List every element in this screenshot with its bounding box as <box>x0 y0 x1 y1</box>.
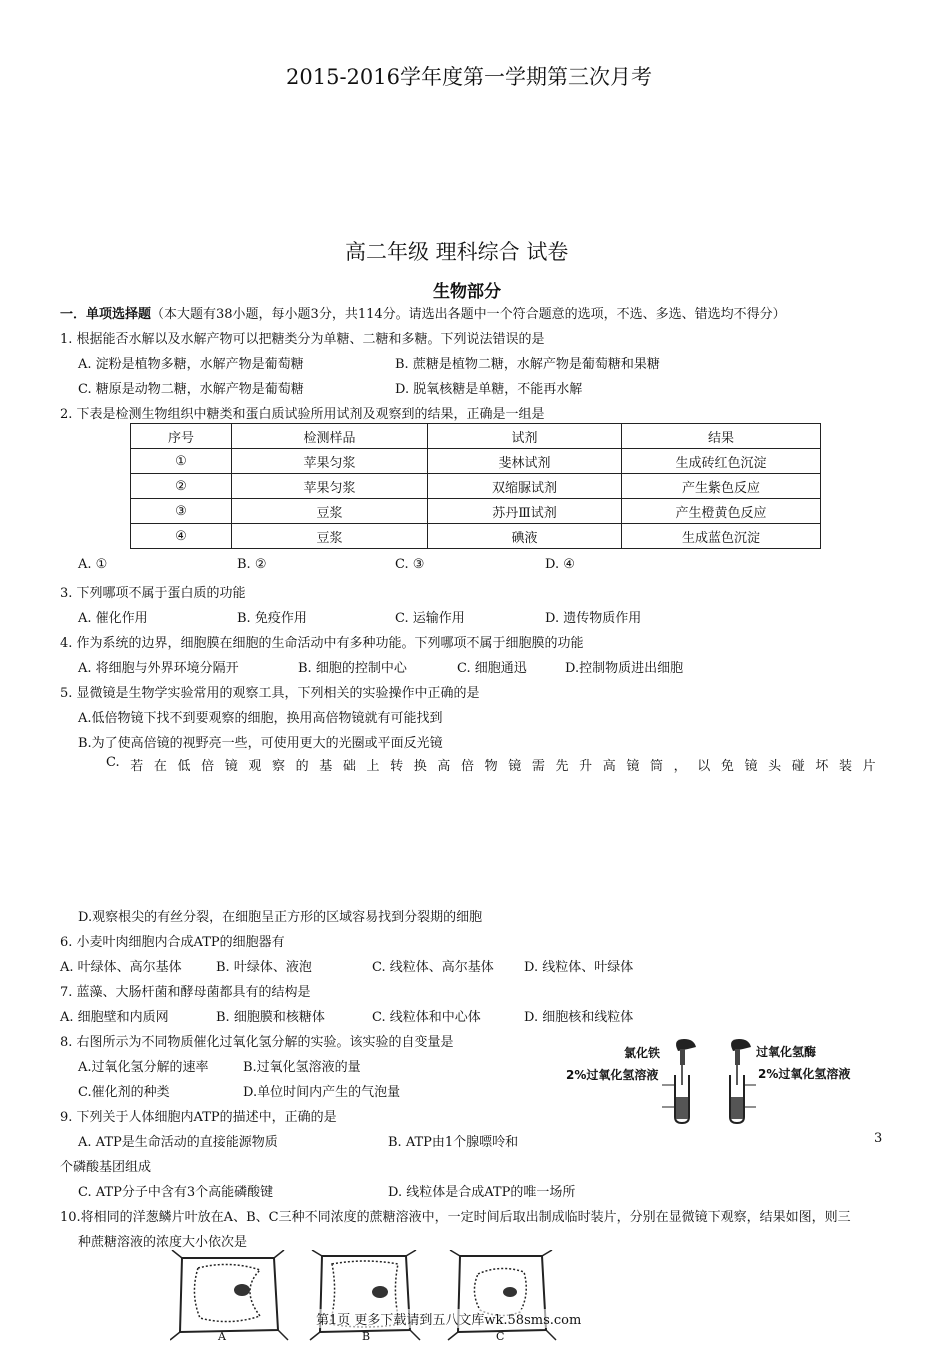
q6-option-b: B. 叶绿体、液泡 <box>216 960 312 975</box>
q4-option-c: C. 细胞通迅 <box>457 661 527 676</box>
part1-note: （本大题有38小题，每小题3分，共114分。请选出各题中一个符合题意的选项，不选、多选、错选均不得分） <box>151 307 786 322</box>
q5-option-c-char: C. <box>106 755 120 770</box>
cell-label-c: C <box>496 1330 505 1343</box>
table-row <box>131 474 821 499</box>
dropper-icon <box>731 1039 751 1085</box>
q5-option-c-char: 高 <box>437 759 451 774</box>
q5-option-c-char: 础 <box>342 759 356 774</box>
cell-label-b: B <box>362 1330 371 1343</box>
part1-heading-line <box>60 303 786 322</box>
table-cell: ④ <box>131 524 232 549</box>
q5-option-c-char: 免 <box>720 759 734 774</box>
q5-option-c-char: 碰 <box>791 759 805 774</box>
q5-option-c-char: 镜 <box>508 759 522 774</box>
q5-option-c-char: 倍 <box>460 759 474 774</box>
plant-cell-icon-a <box>170 1250 288 1340</box>
q5-option-d: D.观察根尖的有丝分裂，在细胞呈正方形的区域容易找到分裂期的细胞 <box>78 910 483 925</box>
q5-option-c-char: 坏 <box>815 759 829 774</box>
table-row <box>131 524 821 549</box>
cell-label-a: A <box>218 1330 226 1343</box>
q4-option-b: B. 细胞的控制中心 <box>298 661 407 676</box>
q6-option-a: A. 叶绿体、高尔基体 <box>60 960 182 975</box>
table-header-row <box>131 424 821 449</box>
table-cell: 产生橙黄色反应 <box>622 499 821 524</box>
q1-option-d: D. 脱氧核糖是单糖，不能再水解 <box>395 382 583 397</box>
fig-label-left-top: 氯化铁 <box>624 1046 661 1060</box>
q5-option-c-char: 片 <box>862 759 876 774</box>
q5-option-c-char: 在 <box>153 759 167 774</box>
q1-stem: 1. 根据能否水解以及水解产物可以把糖类分为单糖、二糖和多糖。下列说法错误的是 <box>60 332 545 347</box>
q3-option-d: D. 遗传物质作用 <box>545 611 642 626</box>
q4-option-a: A. 将细胞与外界环境分隔开 <box>78 661 239 676</box>
q4-stem: 4. 作为系统的边界，细胞膜在细胞的生命活动中有多种功能。下列哪项不属于细胞膜的功能 <box>60 636 584 651</box>
q5-option-c-char: 高 <box>602 759 616 774</box>
q7-option-c: C. 线粒体和中心体 <box>372 1010 481 1025</box>
fig-label-right-bottom: 2%过氧化氢溶液 <box>758 1067 851 1081</box>
q7-stem: 7. 蓝藻、大肠杆菌和酵母菌都具有的结构是 <box>60 985 311 1000</box>
q4-option-d: D.控制物质进出细胞 <box>565 661 684 676</box>
q5-option-c-char: 观 <box>248 759 262 774</box>
table-cell: 产生紫色反应 <box>622 474 821 499</box>
q7-option-d: D. 细胞核和线粒体 <box>524 1010 634 1025</box>
q5-option-c-char: 物 <box>484 759 498 774</box>
q5-option-a: A.低倍物镜下找不到要观察的细胞，换用高倍物镜就有可能找到 <box>78 711 443 726</box>
q1-option-a: A. 淀粉是植物多糖，水解产物是葡萄糖 <box>78 357 304 372</box>
q10-stem-line1: 10.将相同的洋葱鳞片叶放在A、B、C三种不同浓度的蔗糖溶液中，一定时间后取出制成临时装片，分别在显微镜下观察，结果如图，则三 <box>60 1210 851 1225</box>
table-header-cell: 检测样品 <box>232 424 428 449</box>
q8-option-d: D.单位时间内产生的气泡量 <box>243 1085 401 1100</box>
table-cell: 生成蓝色沉淀 <box>622 524 821 549</box>
q6-option-d: D. 线粒体、叶绿体 <box>524 960 634 975</box>
q2-table <box>130 423 821 549</box>
q1-option-c: C. 糖原是动物二糖，水解产物是葡萄糖 <box>78 382 304 397</box>
table-cell: 斐林试剂 <box>428 449 622 474</box>
exam-title: 高二年级 理科综合 试卷 <box>345 240 569 264</box>
table-cell: ① <box>131 449 232 474</box>
q9-option-c: C. ATP分子中含有3个高能磷酸键 <box>78 1185 274 1200</box>
q6-stem: 6. 小麦叶肉细胞内合成ATP的细胞器有 <box>60 935 285 950</box>
q3-option-a: A. 催化作用 <box>78 611 148 626</box>
page-footer: 第1页 更多下载请到五八文库wk.58sms.com <box>316 1309 581 1328</box>
q5-option-c-char: 头 <box>768 759 782 774</box>
q8-option-a: A.过氧化氢分解的速率 <box>78 1060 209 1075</box>
q5-option-c-char: 转 <box>390 759 404 774</box>
q5-option-c-char: 以 <box>697 759 711 774</box>
q5-option-b: B.为了使高倍镜的视野亮一些，可使用更大的光圈或平面反光镜 <box>78 736 443 751</box>
fig-label-left-bottom: 2%过氧化氢溶液 <box>566 1068 659 1082</box>
table-row <box>131 499 821 524</box>
q5-option-c-char: 镜 <box>744 759 758 774</box>
q10-stem-line2: 种蔗糖溶液的浓度大小依次是 <box>78 1235 248 1250</box>
table-row <box>131 449 821 474</box>
q7-option-a: A. 细胞壁和内质网 <box>60 1010 169 1025</box>
q5-option-c-char: ， <box>673 759 687 774</box>
dropper-icon <box>676 1039 696 1085</box>
table-cell: 双缩脲试剂 <box>428 474 622 499</box>
q5-option-c-char: 上 <box>366 759 380 774</box>
q2-option-d: D. ④ <box>545 557 575 572</box>
q1-option-b: B. 蔗糖是植物二糖，水解产物是葡萄糖和果糖 <box>395 357 660 372</box>
q5-option-c-char: 倍 <box>201 759 215 774</box>
q9-option-a: A. ATP是生命活动的直接能源物质 <box>78 1135 278 1150</box>
q5-stem: 5. 显微镜是生物学实验常用的观察工具，下列相关的实验操作中正确的是 <box>60 686 480 701</box>
table-cell: 豆浆 <box>232 524 428 549</box>
part1-heading: 一．单项选择题 <box>60 307 152 322</box>
table-cell: ② <box>131 474 232 499</box>
table-cell: 苹果匀浆 <box>232 474 428 499</box>
q9-option-b-continued: 个磷酸基团组成 <box>60 1160 152 1175</box>
q5-option-c-char: 察 <box>271 759 285 774</box>
q9-option-b: B. ATP由1个腺嘌呤和 <box>388 1135 519 1150</box>
table-cell: 苹果匀浆 <box>232 449 428 474</box>
q7-option-b: B. 细胞膜和核糖体 <box>216 1010 325 1025</box>
q5-option-c-char: 换 <box>413 759 427 774</box>
q5-option-c-char: 需 <box>531 759 545 774</box>
q5-option-c <box>106 755 876 774</box>
table-cell: 豆浆 <box>232 499 428 524</box>
q5-option-c-char: 镜 <box>626 759 640 774</box>
fig-label-right-top: 过氧化氢酶 <box>756 1045 817 1059</box>
doc-header-title: 2015-2016学年度第一学期第三次月考 <box>286 65 652 89</box>
q3-option-c: C. 运输作用 <box>395 611 465 626</box>
q8-option-b: B.过氧化氢溶液的量 <box>243 1060 361 1075</box>
table-header-cell: 结果 <box>622 424 821 449</box>
q8-stem: 8. 右图所示为不同物质催化过氧化氢分解的实验。该实验的自变量是 <box>60 1035 454 1050</box>
q8-figure <box>560 1035 870 1125</box>
section-title: 生物部分 <box>433 282 501 302</box>
q5-option-c-char: 先 <box>555 759 569 774</box>
q9-option-b-number: 3 <box>874 1131 883 1146</box>
q5-option-c-char: 升 <box>579 759 593 774</box>
table-cell: 碘液 <box>428 524 622 549</box>
q5-option-c-char: 低 <box>177 759 191 774</box>
q5-option-c-char: 的 <box>295 759 309 774</box>
q2-option-c: C. ③ <box>395 557 425 572</box>
table-cell: ③ <box>131 499 232 524</box>
q9-stem: 9. 下列关于人体细胞内ATP的描述中，正确的是 <box>60 1110 337 1125</box>
q5-option-c-char: 筒 <box>649 759 663 774</box>
table-cell: 苏丹Ⅲ试剂 <box>428 499 622 524</box>
q2-option-a: A. ① <box>78 557 108 572</box>
q5-option-c-char: 装 <box>838 759 852 774</box>
q3-option-b: B. 免疫作用 <box>237 611 307 626</box>
table-header-cell: 试剂 <box>428 424 622 449</box>
q2-stem: 2. 下表是检测生物组织中糖类和蛋白质试验所用试剂及观察到的结果，正确是一组是 <box>60 407 545 422</box>
q3-stem: 3. 下列哪项不属于蛋白质的功能 <box>60 586 246 601</box>
q5-option-c-char: 基 <box>319 759 333 774</box>
q5-option-c-char: 镜 <box>224 759 238 774</box>
q9-option-d: D. 线粒体是合成ATP的唯一场所 <box>388 1185 576 1200</box>
q10-figure <box>170 1250 570 1344</box>
q8-option-c: C.催化剂的种类 <box>78 1085 170 1100</box>
q6-option-c: C. 线粒体、高尔基体 <box>372 960 494 975</box>
q5-option-c-char: 若 <box>130 759 144 774</box>
table-cell: 生成砖红色沉淀 <box>622 449 821 474</box>
table-header-cell: 序号 <box>131 424 232 449</box>
q2-option-b: B. ② <box>237 557 267 572</box>
